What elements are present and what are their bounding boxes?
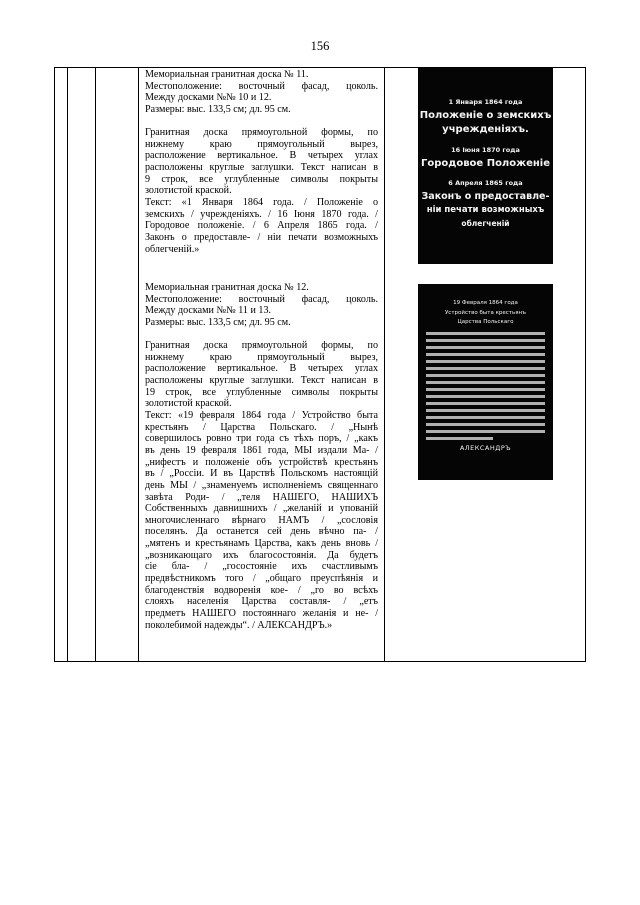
entry-line: Гранитная доска прямоугольной формы, по bbox=[145, 127, 378, 139]
entry-line: 19 строк, все углубленные символы покрыты bbox=[145, 386, 378, 398]
plaque-text-line: 6 Апреля 1865 года bbox=[448, 179, 523, 187]
entry-line: поколебимой надежды“. / АЛЕКСАНДРЪ.» bbox=[145, 619, 333, 631]
entry-line: „возникающаго ихъ благосостоянія. Да будетъ bbox=[145, 549, 378, 561]
entry-line: день МЫ / „знаменуемъ исполненіемъ священнаго bbox=[145, 479, 378, 491]
engraved-text-row bbox=[426, 423, 545, 426]
page-number: 156 bbox=[310, 39, 330, 53]
engraved-text-row bbox=[426, 381, 545, 384]
entry-line: Законъ о предоставле- / ніи печати возможныхъ bbox=[145, 231, 378, 243]
entry-line: благоденствія водворенія кое- / „го во всѣхъ bbox=[145, 584, 378, 596]
entry-line: Городовое положеніе. / 6 Апреля 1865 года. / bbox=[145, 220, 378, 232]
entry-line: Гранитная доска прямоугольной формы, по bbox=[145, 340, 378, 352]
entry-line: многочисленнаго вѣрнаго НАМЪ / „сословія bbox=[145, 514, 378, 526]
entry-line: поселянъ. Да останется сей день вѣчно па- / bbox=[145, 526, 378, 538]
engraved-text-row bbox=[426, 374, 545, 377]
plaque-text-line: 1 Января 1864 года bbox=[448, 98, 523, 106]
engraved-text-row bbox=[426, 367, 545, 370]
engraved-text-row bbox=[426, 339, 545, 342]
plaque-text-line: Царства Польскаго bbox=[457, 319, 514, 325]
entry-line: „нифестъ и положеніе объ устройствѣ крестьянъ bbox=[145, 456, 378, 468]
engraved-text-row bbox=[426, 395, 545, 398]
entry-line: Между досками №№ 11 и 13. bbox=[145, 305, 272, 317]
entry-line: земскихъ / учрежденіяхъ. / 16 Іюня 1870 года. / bbox=[145, 208, 378, 220]
engraved-text-row bbox=[426, 437, 493, 440]
engraved-text-row bbox=[426, 430, 545, 433]
engraved-text-row bbox=[426, 360, 545, 363]
column-divider-3 bbox=[138, 67, 139, 662]
engraved-text-row bbox=[426, 409, 545, 412]
entry-line: въ / „Россіи. И въ Царствѣ Польскомъ настоящій bbox=[145, 468, 378, 480]
engraved-text-row bbox=[426, 346, 545, 349]
entry-line: Местоположение: восточный фасад, цоколь. bbox=[145, 80, 378, 92]
column-divider-4 bbox=[384, 67, 385, 662]
plaque-text-line: Городовое Положеніе bbox=[421, 158, 550, 169]
entry-line: слояхъ населенія Царства составля- / „етъ bbox=[145, 596, 378, 608]
engraved-text-row bbox=[426, 353, 545, 356]
entry-line: Размеры: выс. 133,5 см; дл. 95 см. bbox=[145, 103, 291, 115]
plaque-text-line: Устройство быта крестьянъ bbox=[444, 310, 527, 316]
engraved-text-row bbox=[426, 388, 545, 391]
plaque-text-line: облегченій bbox=[461, 219, 510, 228]
engraved-text-row bbox=[426, 416, 545, 419]
entry-line: Между досками №№ 10 и 12. bbox=[145, 92, 272, 104]
entry-line: расположение вертикальное. В четырех углах bbox=[145, 150, 378, 162]
table-border-right bbox=[585, 67, 586, 662]
entry-line: Текст: «1 Января 1864 года. / Положеніе о bbox=[145, 197, 378, 209]
table-bottom-border bbox=[54, 661, 586, 662]
plaque-signature: АЛЕКСАНДРЪ bbox=[459, 444, 512, 452]
entry-line: расположение вертикальное. В четырех углах bbox=[145, 363, 378, 375]
entry-line: Текст: «19 февраля 1864 года / Устройство быта bbox=[145, 410, 378, 422]
entry-spacer bbox=[145, 329, 378, 341]
entry-line: Размеры: выс. 133,5 см; дл. 95 см. bbox=[145, 316, 291, 328]
plaque-text-line: 19 Февраля 1864 года bbox=[453, 300, 518, 306]
entry-spacer bbox=[145, 116, 378, 128]
column-divider-2 bbox=[95, 67, 96, 662]
table-border-left bbox=[54, 67, 55, 662]
entry-line: расположены круглые заглушки. Текст написан в bbox=[145, 375, 378, 387]
entry-line: предвѣстникомъ того / „общаго преуспѣянія и bbox=[145, 573, 378, 585]
entry-line: 9 строк, все углубленные символы покрыты bbox=[145, 173, 378, 185]
entry-line: предметъ НАШЕГО постояннаго желанія и не- / bbox=[145, 607, 378, 619]
entry-line: Местоположение: восточный фасад, цоколь. bbox=[145, 293, 378, 305]
engraved-text-row bbox=[426, 402, 545, 405]
plaque-text-line: Положеніе о земскихъ bbox=[419, 110, 552, 121]
entry-line: Мемориальная гранитная доска № 11. bbox=[145, 69, 309, 80]
plaque-text-line: ніи печати возможныхъ bbox=[426, 205, 545, 215]
plaque-text-line: учрежденіяхъ. bbox=[442, 124, 529, 135]
entry-line: нижнему краю прямоугольный вырез, bbox=[145, 138, 378, 150]
entry-line: сіе бла- / „госостояніе ихъ счастливымъ bbox=[145, 561, 378, 573]
entry-line: Собственныхъ давнишнихъ / „желаній и упованій bbox=[145, 503, 378, 515]
column-divider-1 bbox=[67, 67, 68, 662]
entry-line: расположены круглые заглушки. Текст написан в bbox=[145, 162, 378, 174]
plaque-text-line: Законъ о предоставле- bbox=[421, 191, 550, 202]
entry-line: нижнему краю прямоугольный вырез, bbox=[145, 351, 378, 363]
entry-line: облегченій.» bbox=[145, 243, 200, 255]
entry-line: завѣта Роди- / „теля НАШЕГО, НАШИХЪ bbox=[145, 491, 378, 503]
plaque-entry-12 bbox=[145, 282, 378, 631]
engraved-text-row bbox=[426, 332, 545, 335]
plaque-11-photo bbox=[418, 68, 553, 264]
entry-line: „мятенъ и крестьянамъ Царства, какъ день вновь / bbox=[145, 538, 378, 550]
entry-line: золотистой краской. bbox=[145, 185, 232, 197]
entry-line: крестьянъ / Царства Польскаго. / „Нынѣ bbox=[145, 421, 378, 433]
entry-line: Мемориальная гранитная доска № 12. bbox=[145, 282, 309, 293]
plaque-text-line: 16 Іюня 1870 года bbox=[451, 146, 520, 154]
entry-line: въ день 19 февраля 1861 года, МЫ издали Ма- / bbox=[145, 444, 378, 456]
entry-line: совершилось ровно три года съ тѣхъ поръ, / „какъ bbox=[145, 433, 378, 445]
plaque-12-photo bbox=[418, 284, 553, 480]
plaque-entry-11 bbox=[145, 69, 378, 255]
entry-line: золотистой краской. bbox=[145, 398, 232, 410]
